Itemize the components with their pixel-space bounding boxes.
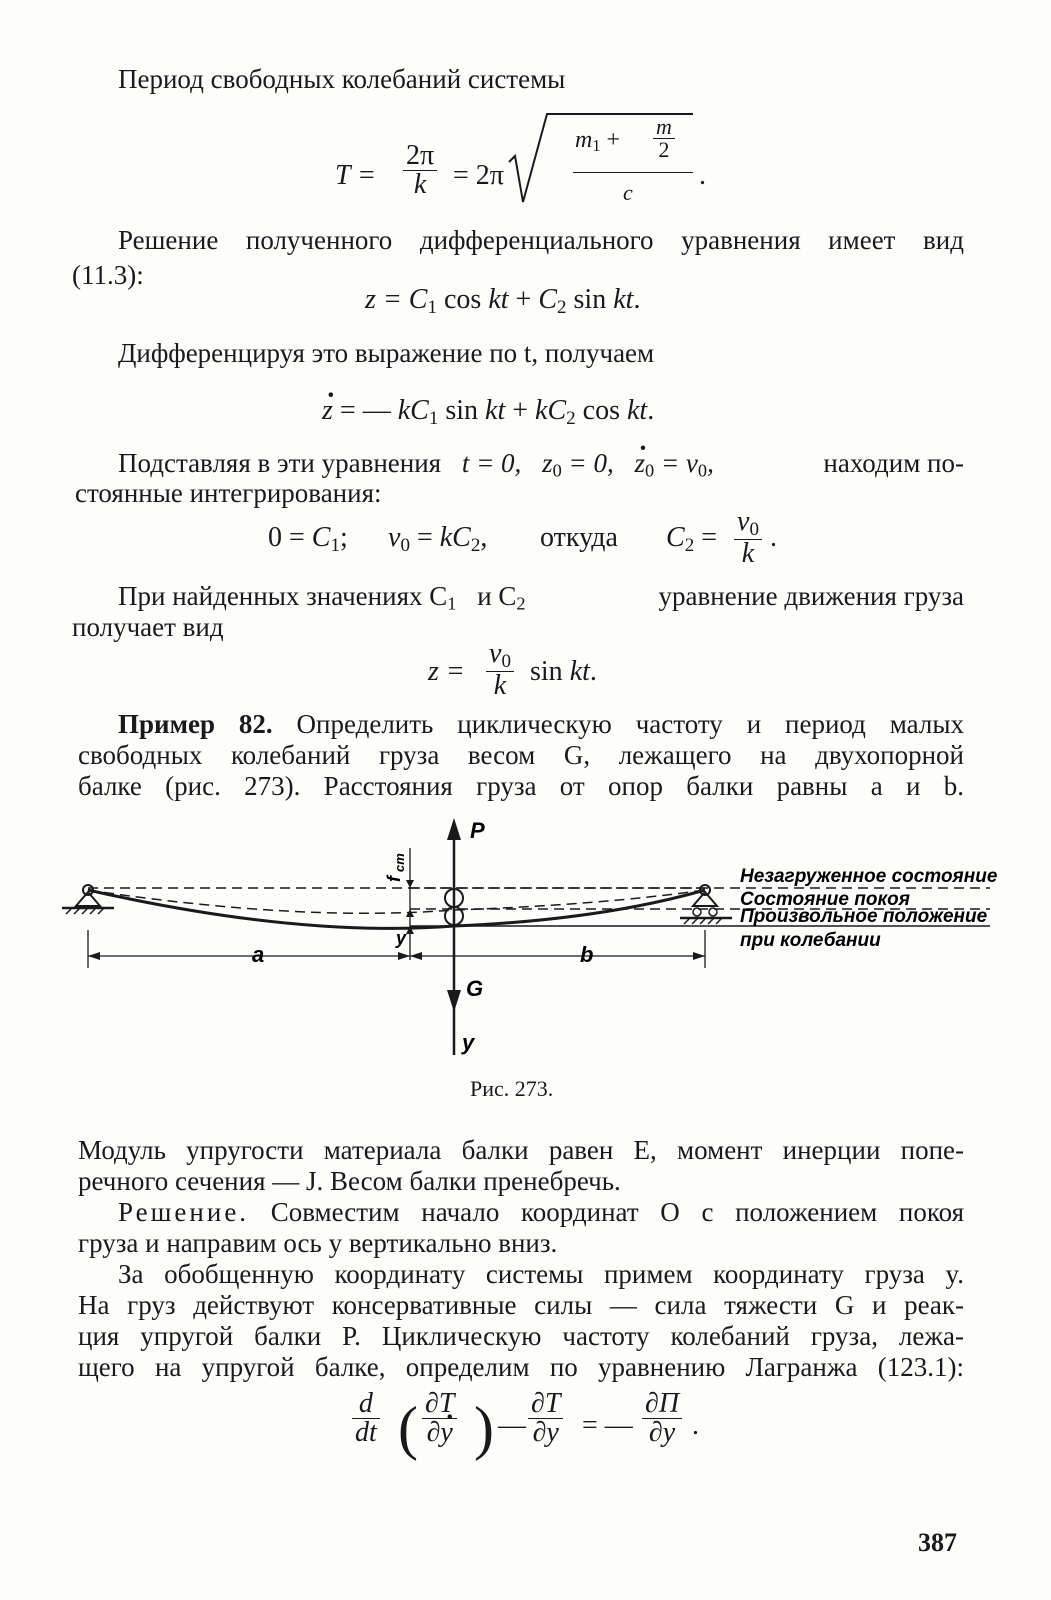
label-y: y — [462, 1030, 475, 1055]
legend-arbitrary: Произвольное положение — [740, 906, 988, 927]
legend-unloaded: Незагруженное состояние — [740, 866, 998, 887]
equation-derivative: · z = — $kC_1$ sin kt + $kC_2$ cos kt. — [322, 397, 654, 428]
right-support-icon — [680, 885, 732, 924]
text-line: Модуль упругости материала балки равен E, момент инерции попе- — [78, 1135, 964, 1165]
equation-solution: $z = C_1$ cos kt + $C_2$ sin kt. — [365, 284, 641, 318]
text-line: свободных колебаний груза весом G, лежащего на двухопорной — [78, 740, 964, 770]
text-line: балке (рис. 273). Расстояния груза от опор балки равны a и b. — [78, 771, 964, 801]
label-P: P — [470, 818, 485, 843]
text-segment: При найденных значениях C — [118, 581, 448, 611]
text-segment: Определить циклическую частоту и период малых — [296, 709, 965, 739]
text-line: речного сечения — J. Весом балки пренебречь. — [78, 1166, 621, 1196]
beam-figure — [0, 810, 1051, 1070]
arrow-down-icon — [406, 880, 414, 888]
label-fst-sub: ст — [392, 853, 407, 872]
arrow-right-icon — [693, 952, 705, 960]
arrow-right-icon — [398, 952, 410, 960]
text-line: Подставляя в эти уравнения t = 0, $z_0 = 0$, · $z_0 = v_0$, находим по- — [118, 450, 964, 480]
text-segment: Подставляя в эти уравнения — [118, 448, 442, 478]
arrow-down-icon — [447, 990, 461, 1012]
text-line: Решение полученного дифференциального уравнения имеет вид — [118, 225, 964, 255]
solution-label: Решение. — [118, 1197, 250, 1227]
text-segment: и C — [477, 581, 517, 611]
page-number: 387 — [918, 1528, 957, 1557]
text-segment: уравнение движения груза — [658, 581, 964, 611]
text-line: При найденных значениях $C_1$ и $C_2$ уравнение движения груза — [118, 581, 964, 614]
text-segment: . — [692, 1410, 699, 1441]
example-label: Пример 82. — [118, 709, 273, 739]
label-a: a — [252, 942, 265, 967]
label-fst: f — [384, 876, 404, 882]
text-segment: находим по- — [823, 448, 964, 478]
text-segment: откуда — [540, 522, 618, 553]
text-segment: Совместим начало координат O с положением покоя — [270, 1197, 965, 1227]
legend-rest: Состояние покоя — [740, 889, 910, 910]
text-segment: Дифференцируя это выражение по t, получаем — [118, 338, 655, 368]
arrow-left-icon — [410, 952, 422, 960]
text-line: получает вид — [72, 612, 224, 642]
label-G: G — [466, 976, 484, 1001]
figure-caption: Рис. 273. — [470, 1076, 554, 1101]
text-line: Период свободных колебаний системы — [118, 64, 566, 94]
arrow-up-icon — [447, 818, 461, 840]
text-line — [118, 711, 964, 738]
arrow-left-icon — [88, 952, 100, 960]
legend-oscillation: при колебании — [740, 930, 881, 951]
text-line: ция упругой балки P. Циклическую частоту колебаний груза, лежа- — [78, 1321, 964, 1351]
text-line: За обобщенную координату системы примем координату груза y. — [118, 1259, 964, 1289]
text-line: (11.3): — [72, 260, 144, 290]
text-line: груза и направим ось y вертикально вниз. — [78, 1228, 558, 1258]
text-line: На груз действуют консервативные силы — сила тяжести G и реак- — [78, 1290, 964, 1320]
left-support-icon — [62, 885, 114, 914]
text-line: щего на упругой балке, определим по уравнению Лагранжа (123.1): — [78, 1352, 964, 1382]
label-b: b — [580, 942, 594, 967]
text-line — [118, 340, 654, 367]
text-line: стоянные интегрирования: — [75, 478, 382, 508]
text-line — [118, 1199, 964, 1226]
deflected-beam-curve — [88, 890, 705, 928]
label-y-small: y — [396, 928, 407, 948]
